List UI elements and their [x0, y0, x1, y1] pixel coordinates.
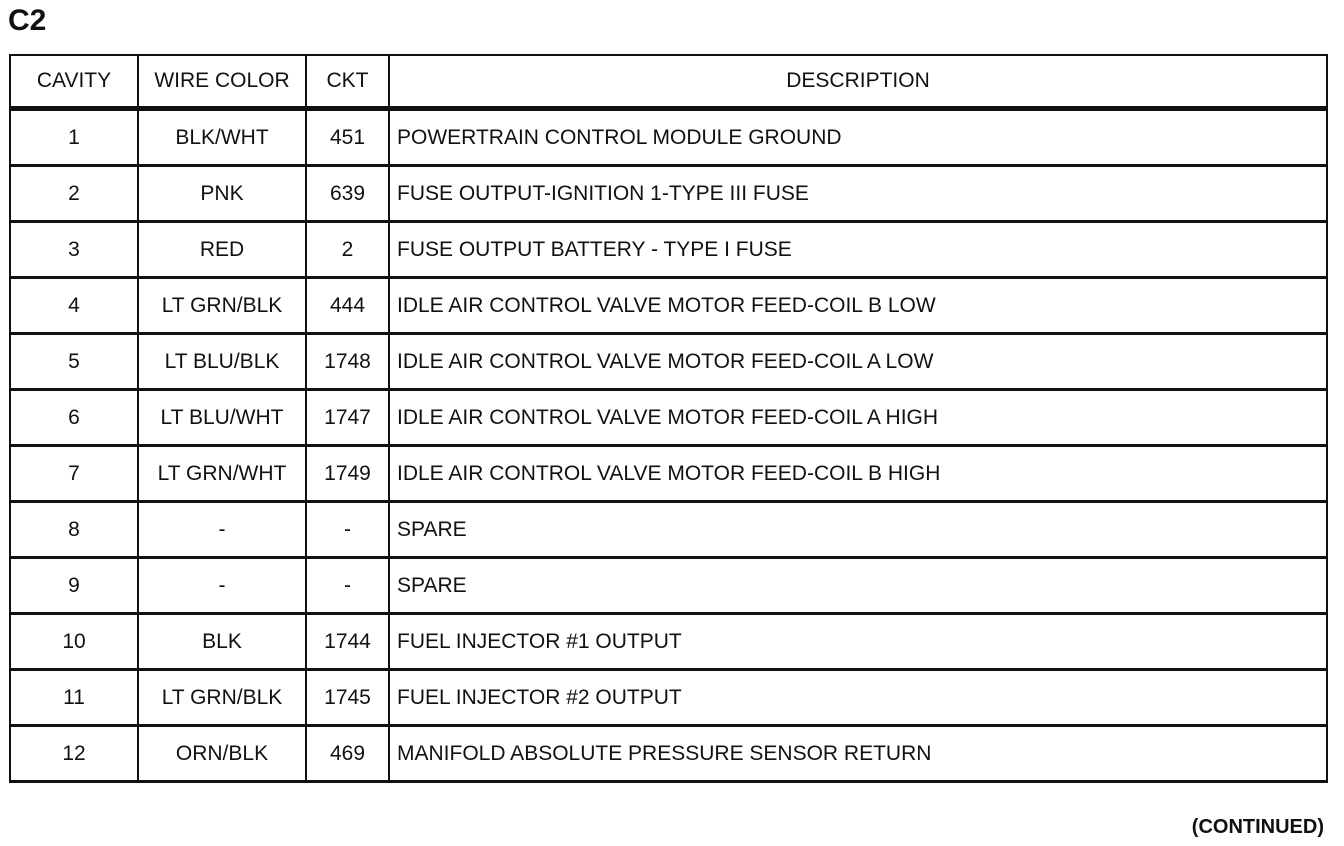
cell-description: POWERTRAIN CONTROL MODULE GROUND — [389, 109, 1327, 166]
continued-note: (CONTINUED) — [1191, 816, 1324, 838]
table-row — [10, 166, 1327, 222]
table-row — [10, 502, 1327, 558]
table-row — [10, 278, 1327, 334]
cell-ckt: 2 — [306, 222, 389, 278]
cell-cavity: 3 — [10, 222, 138, 278]
cell-description: SPARE — [389, 502, 1327, 558]
cell-cavity: 12 — [10, 726, 138, 782]
cell-cavity: 2 — [10, 166, 138, 222]
cell-description: SPARE — [389, 558, 1327, 614]
cell-cavity: 1 — [10, 109, 138, 166]
cell-cavity: 9 — [10, 558, 138, 614]
cell-wire-color: - — [138, 558, 306, 614]
header-ckt: CKT — [306, 55, 389, 109]
cell-ckt: 444 — [306, 278, 389, 334]
cell-description: FUEL INJECTOR #2 OUTPUT — [389, 670, 1327, 726]
cell-ckt: 639 — [306, 166, 389, 222]
cell-wire-color: BLK/WHT — [138, 109, 306, 166]
cell-wire-color: PNK — [138, 166, 306, 222]
cell-cavity: 11 — [10, 670, 138, 726]
cell-description: IDLE AIR CONTROL VALVE MOTOR FEED-COIL A LOW — [389, 334, 1327, 390]
cell-wire-color: LT BLU/BLK — [138, 334, 306, 390]
cell-wire-color: LT GRN/BLK — [138, 670, 306, 726]
cell-cavity: 10 — [10, 614, 138, 670]
cell-ckt: 1749 — [306, 446, 389, 502]
cell-cavity: 7 — [10, 446, 138, 502]
cell-cavity: 8 — [10, 502, 138, 558]
cell-description: IDLE AIR CONTROL VALVE MOTOR FEED-COIL B HIGH — [389, 446, 1327, 502]
cell-description: MANIFOLD ABSOLUTE PRESSURE SENSOR RETURN — [389, 726, 1327, 782]
cell-ckt: 1744 — [306, 614, 389, 670]
table-row — [10, 334, 1327, 390]
cell-cavity: 5 — [10, 334, 138, 390]
table-row — [10, 670, 1327, 726]
cell-ckt: 1748 — [306, 334, 389, 390]
table-row — [10, 614, 1327, 670]
table-row — [10, 390, 1327, 446]
cell-cavity: 4 — [10, 278, 138, 334]
cell-wire-color: LT GRN/BLK — [138, 278, 306, 334]
cell-wire-color: ORN/BLK — [138, 726, 306, 782]
cell-description: IDLE AIR CONTROL VALVE MOTOR FEED-COIL B LOW — [389, 278, 1327, 334]
cell-ckt: 1747 — [306, 390, 389, 446]
cell-description: FUSE OUTPUT-IGNITION 1-TYPE III FUSE — [389, 166, 1327, 222]
cell-wire-color: - — [138, 502, 306, 558]
header-wire-color: WIRE COLOR — [138, 55, 306, 109]
table-row — [10, 222, 1327, 278]
table-row — [10, 446, 1327, 502]
cell-description: IDLE AIR CONTROL VALVE MOTOR FEED-COIL A HIGH — [389, 390, 1327, 446]
cell-cavity: 6 — [10, 390, 138, 446]
cell-wire-color: BLK — [138, 614, 306, 670]
cell-ckt: - — [306, 558, 389, 614]
cell-description: FUSE OUTPUT BATTERY - TYPE I FUSE — [389, 222, 1327, 278]
header-description: DESCRIPTION — [389, 55, 1327, 109]
cell-wire-color: RED — [138, 222, 306, 278]
table-row — [10, 109, 1327, 166]
cell-ckt: 1745 — [306, 670, 389, 726]
cell-wire-color: LT GRN/WHT — [138, 446, 306, 502]
cell-ckt: - — [306, 502, 389, 558]
cell-description: FUEL INJECTOR #1 OUTPUT — [389, 614, 1327, 670]
header-cavity: CAVITY — [10, 55, 138, 109]
table-row — [10, 726, 1327, 782]
table-row — [10, 558, 1327, 614]
cell-ckt: 469 — [306, 726, 389, 782]
connector-title: C2 — [8, 4, 47, 37]
connector-pinout-table — [9, 54, 1328, 783]
table-header-row — [10, 55, 1327, 109]
cell-wire-color: LT BLU/WHT — [138, 390, 306, 446]
cell-ckt: 451 — [306, 109, 389, 166]
